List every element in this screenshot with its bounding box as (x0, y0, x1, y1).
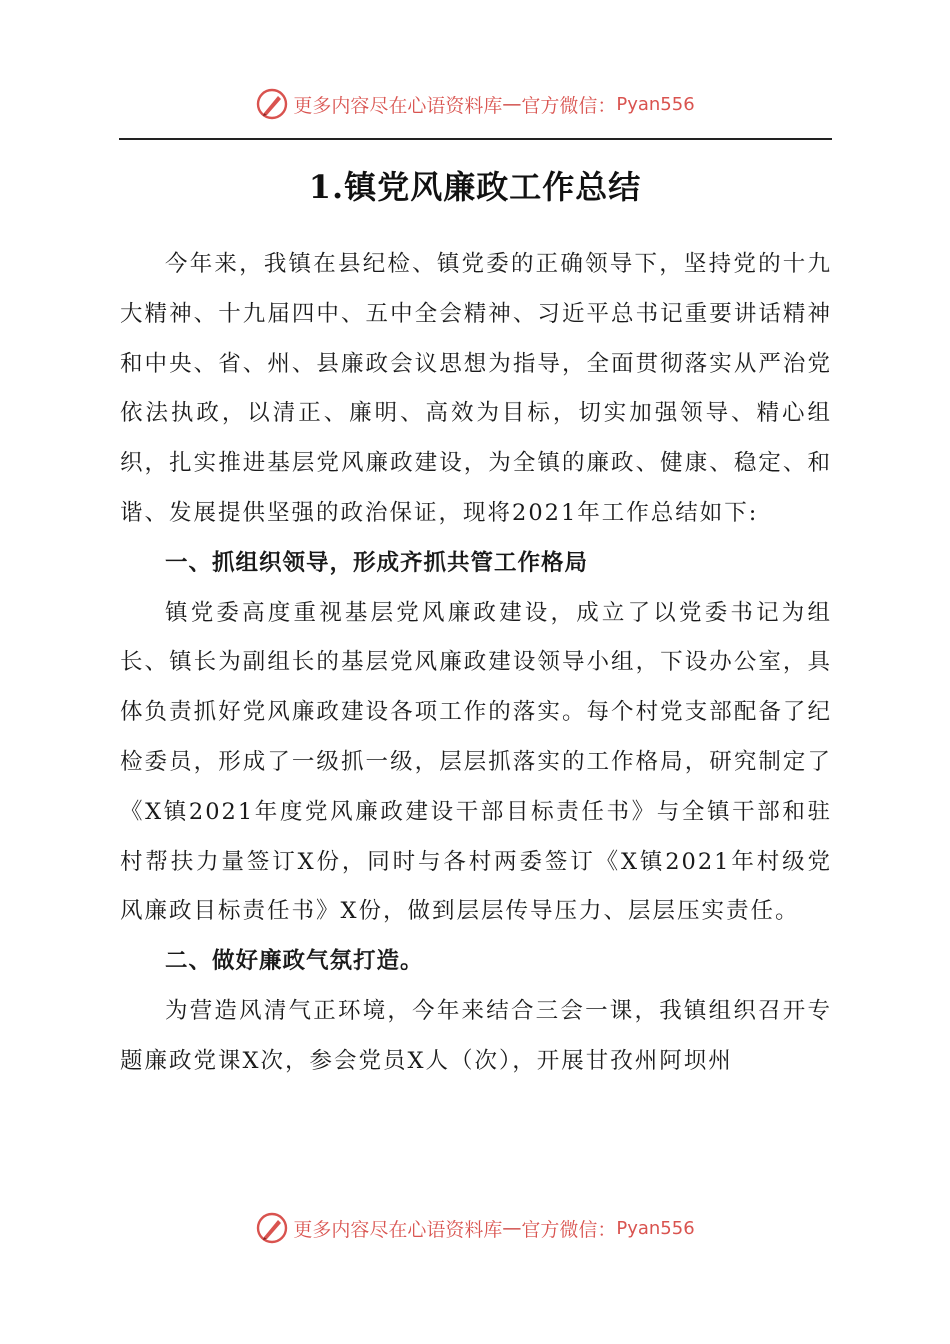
paragraph-section-1: 镇党委高度重视基层党风廉政建设，成立了以党委书记为组长、镇长为副组长的基层党风廉政建设领导小组，下设办公室，具体负责抓好党风廉政建设各项工作的落实。每个村党支部配备了纪检委员，形成了一级抓一级，层层抓落实的工作格局，研究制定了《X镇2021年度党风廉政建设干部目标责任书》与全镇干部和驻村帮扶力量签订X份，同时与各村两委签订《X镇2021年村级党风廉政目标责任书》X份，做到层层传导压力、层层压实责任。 (120, 599, 832, 925)
footer-banner (0, 1208, 950, 1248)
paragraph-intro: 今年来，我镇在县纪检、镇党委的正确领导下，坚持党的十九大精神、十九届四中、五中全会精神、习近平总书记重要讲话精神和中央、省、州、县廉政会议思想为指导，全面贯彻落实从严治党依法执政，以清正、廉明、高效为目标，切实加强领导、精心组织，扎实推进基层党风廉政建设，为全镇的廉政、健康、稳定、和谐、发展提供坚强的政治保证，现将2021年工作总结如下: (120, 251, 832, 526)
section-heading-1: 一、抓组织领导，形成齐抓共管工作格局 (165, 549, 589, 576)
banner-wechat-id: Pyan556 (616, 93, 695, 115)
header-divider (119, 138, 832, 140)
banner-separator: — (502, 93, 522, 115)
banner-brand: 更多内容尽在心语资料库 (293, 94, 503, 117)
banner-brand: 更多内容尽在心语资料库 (293, 1218, 503, 1241)
banner-separator: — (502, 1217, 522, 1239)
pen-logo-icon (255, 1211, 289, 1245)
section-heading-2: 二、做好廉政气氛打造。 (165, 948, 424, 975)
document-body (120, 240, 832, 1087)
banner-wechat-label: 官方微信： (521, 94, 617, 117)
document-title: 1.镇党风廉政工作总结 (308, 168, 642, 206)
header-banner (0, 84, 950, 124)
pen-logo-icon (255, 87, 289, 121)
banner-wechat-label: 官方微信： (521, 1218, 617, 1241)
paragraph-section-2: 为营造风清气正环境，今年来结合三会一课，我镇组织召开专题廉政党课X次，参会党员X人（次），开展甘孜州阿坝州 (120, 997, 832, 1074)
banner-wechat-id: Pyan556 (616, 1217, 695, 1239)
